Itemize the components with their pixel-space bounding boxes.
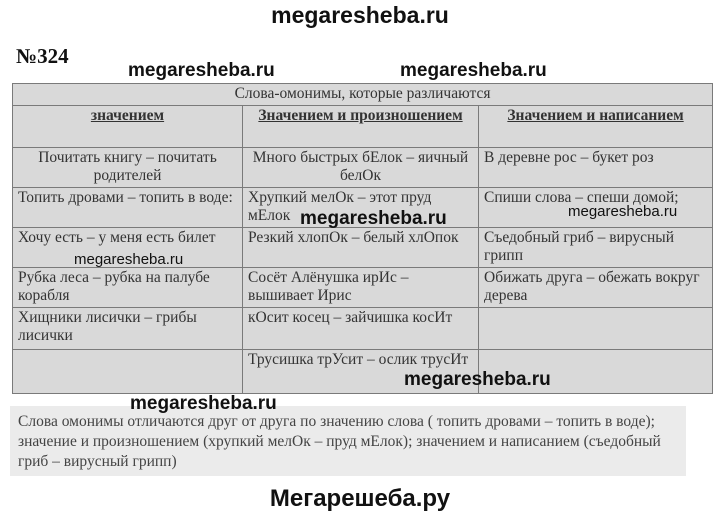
table-cell: Съедобный гриб – вирусный грипп — [479, 228, 713, 268]
table-cell: Почитать книгу – почитать родителей — [13, 148, 243, 188]
table-row — [13, 308, 713, 350]
watermark: megaresheba.ru — [74, 251, 184, 268]
watermark: megaresheba.ru — [300, 208, 447, 229]
table-cell: Трусишка трУсит – ослик трусИт — [243, 350, 479, 394]
table-cell: Много быстрых бЕлок – яичный белОк — [243, 148, 479, 188]
table-cell — [479, 308, 713, 350]
table-row — [13, 268, 713, 308]
table-cell: Сосёт Алёнушка ирИс – вышивает Ирис — [243, 268, 479, 308]
watermark: megaresheba.ru — [128, 60, 275, 81]
watermark: megaresheba.ru — [568, 203, 678, 220]
table-cell: Рубка леса – рубка на палубе корабля — [13, 268, 243, 308]
table-cell: Хочу есть – у меня есть билет — [13, 228, 243, 268]
watermark: megaresheba.ru — [404, 369, 551, 390]
table-cell: кОсит косец – зайчишка косИт — [243, 308, 479, 350]
table-cell: В деревне рос – букет роз — [479, 148, 713, 188]
table-cell: Хрупкий мелОк – этот пруд мЕлок — [243, 188, 479, 228]
watermark: megaresheba.ru — [130, 393, 277, 414]
table-caption: Слова-омонимы, которые различаются — [13, 84, 713, 106]
task-number: №324 — [16, 44, 69, 68]
table-cell — [13, 350, 243, 394]
site-header: megaresheba.ru — [271, 2, 449, 28]
homonyms-table-scan — [12, 83, 712, 393]
homonyms-table — [12, 83, 713, 394]
conclusion-text: Слова омонимы отличаются друг от друга по значению слова ( топить дровами – топить в воде); значение и произношением (хрупкий мелОк – пруд мЕлок); значением и написанием (съедобный гриб – вирусный грипп) — [10, 406, 686, 476]
table-cell: Резкий хлопОк – белый хлОпок — [243, 228, 479, 268]
column-header: Значением и написанием — [479, 106, 713, 148]
table-cell: Обижать друга – обежать вокруг дерева — [479, 268, 713, 308]
table-cell: Хищники лисички – грибы лисички — [13, 308, 243, 350]
table-row — [13, 148, 713, 188]
table-cell: Спиши слова – спеши домой; — [479, 188, 713, 228]
site-footer: Мегарешеба.ру — [269, 485, 451, 512]
column-header: значением — [13, 106, 243, 148]
column-header: Значением и произношением — [243, 106, 479, 148]
table-cell: Топить дровами – топить в воде: — [13, 188, 243, 228]
table-row — [13, 350, 713, 394]
watermark: megaresheba.ru — [400, 60, 547, 81]
